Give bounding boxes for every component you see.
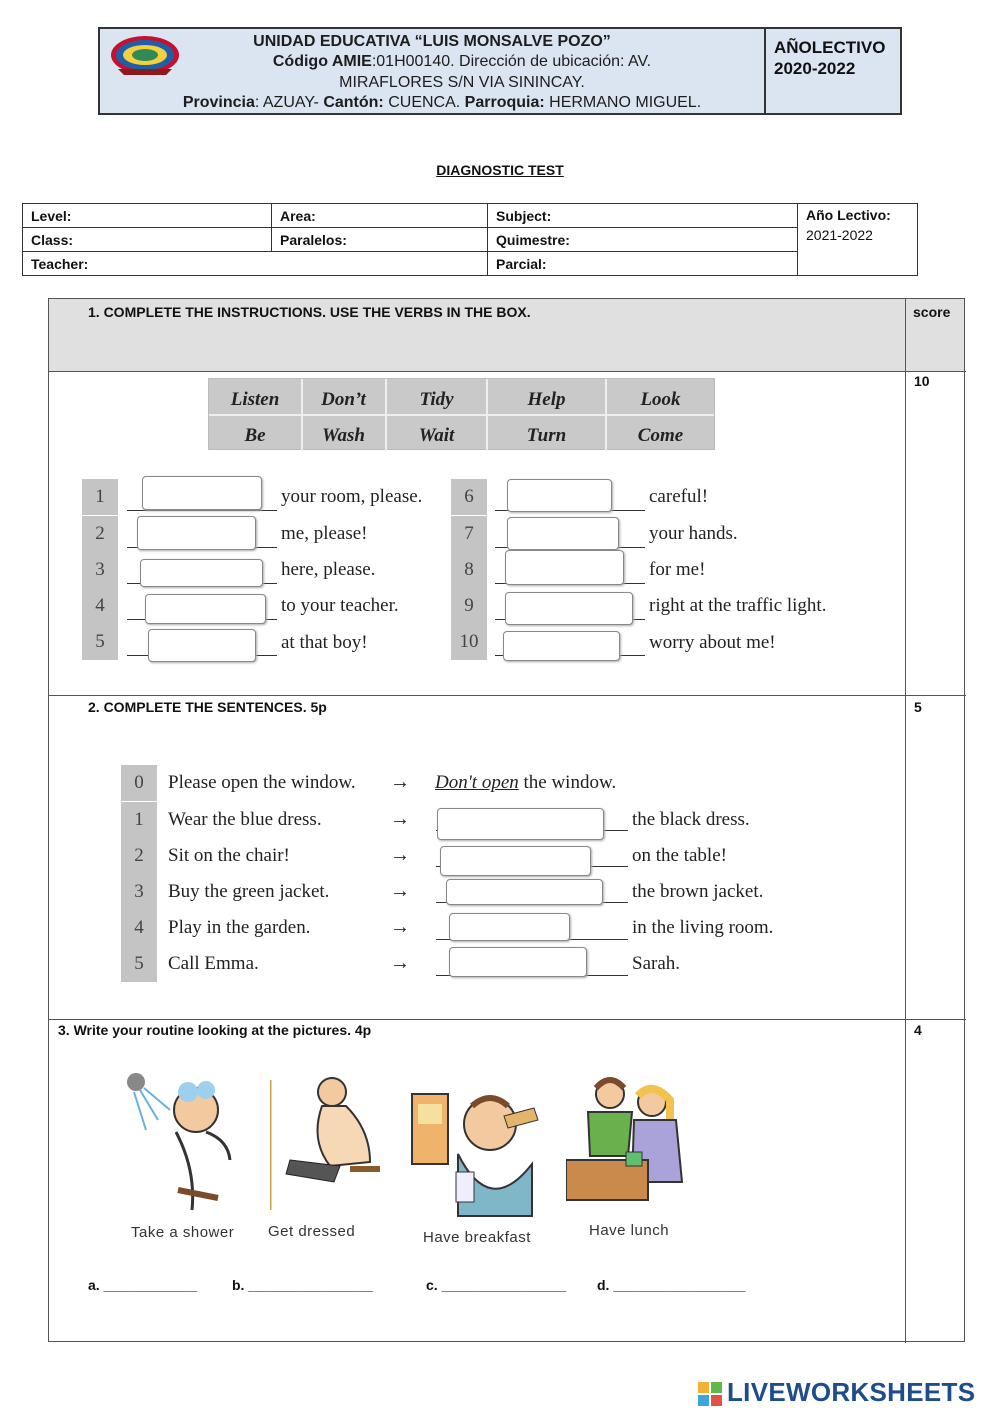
- q1-answer-input-4[interactable]: [145, 594, 266, 624]
- verb-wash: Wash: [322, 425, 365, 446]
- area-cell: Area:: [272, 204, 488, 228]
- q1-item-text: here, please.: [281, 559, 376, 580]
- q2-sentence: Sit on the chair!: [168, 845, 290, 866]
- q1-item-number: 7: [451, 516, 487, 552]
- arrow-icon: →: [390, 916, 410, 938]
- q1-item-number: 5: [82, 624, 118, 660]
- q2-title: 2. COMPLETE THE SENTENCES. 5p: [88, 699, 327, 715]
- q1-item-number: 1: [82, 479, 118, 515]
- q1-item-text: careful!: [649, 486, 709, 507]
- q1-answer-input-2[interactable]: [137, 516, 256, 550]
- q1-answer-input-5[interactable]: [148, 629, 256, 662]
- school-year-label: AÑOLECTIVO: [774, 38, 886, 57]
- q3-title: 3. Write your routine looking at the pictures. 4p: [58, 1022, 372, 1038]
- q1-item-number: 6: [451, 479, 487, 515]
- q2-item-number: 4: [121, 910, 157, 946]
- q2-rest: on the table!: [632, 845, 727, 866]
- q2-item-number: 3: [121, 874, 157, 910]
- arrow-icon: →: [390, 808, 410, 830]
- q2-item-number: 5: [121, 946, 157, 982]
- q1-item-text: your room, please.: [281, 486, 423, 507]
- verb-wait: Wait: [418, 425, 455, 446]
- get-dressed-picture-icon: [270, 1070, 390, 1215]
- q2-answer-input-5[interactable]: [449, 947, 587, 977]
- verb-be: Be: [244, 425, 266, 446]
- subject-cell: Subject:: [488, 204, 798, 228]
- q1-item-text: at that boy!: [281, 632, 368, 653]
- q1-item-number: 3: [82, 552, 118, 588]
- school-year-value: 2020-2022: [774, 59, 856, 78]
- teacher-cell: Teacher:: [23, 252, 488, 276]
- q1-item-text: to your teacher.: [281, 595, 399, 616]
- q1-answer-input-8[interactable]: [505, 550, 624, 585]
- row-divider: [49, 371, 966, 372]
- school-header: [98, 27, 902, 115]
- school-name: UNIDAD EDUCATIVA “LUIS MONSALVE POZO”: [253, 33, 611, 50]
- q2-score: 5: [914, 699, 922, 715]
- info-table: [22, 203, 918, 276]
- verb-look: Look: [640, 389, 681, 410]
- school-amie: [160, 52, 764, 72]
- q1-item-text: me, please!: [281, 523, 368, 544]
- q2-item-number: 1: [121, 802, 157, 838]
- school-address: MIRAFLORES S/N VIA SININCAY.: [339, 74, 585, 91]
- q2-sentence: Please open the window.: [168, 772, 356, 793]
- q1-item-text: for me!: [649, 559, 706, 580]
- anio-lectivo-label: Año Lectivo:: [806, 207, 891, 223]
- liveworksheets-brand[interactable]: [697, 1377, 997, 1411]
- routine-answer-a[interactable]: a. ____________: [88, 1277, 197, 1293]
- school-location: [120, 93, 764, 113]
- q1-answer-input-10[interactable]: [503, 631, 620, 661]
- q2-item-number: 2: [121, 838, 157, 874]
- school-year-box: [764, 29, 902, 113]
- q3-score: 4: [914, 1022, 922, 1038]
- q2-example-answer: Don't open: [435, 772, 519, 793]
- q1-item-number: 2: [82, 516, 118, 552]
- q2-rest: the brown jacket.: [632, 881, 764, 902]
- liveworksheets-logo-icon: [697, 1381, 723, 1407]
- q1-title: 1. COMPLETE THE INSTRUCTIONS. USE THE VERBS IN THE BOX.: [88, 304, 531, 320]
- row-divider: [49, 695, 966, 696]
- verb-dont: Don’t: [321, 389, 366, 410]
- q1-item-text: right at the traffic light.: [649, 595, 827, 616]
- arrow-icon: →: [390, 952, 410, 974]
- arrow-icon: →: [390, 844, 410, 866]
- arrow-icon: →: [390, 771, 410, 793]
- lunch-picture-icon: [566, 1072, 696, 1212]
- verb-tidy: Tidy: [419, 389, 454, 410]
- breakfast-picture-icon: [408, 1068, 548, 1218]
- q1-answer-input-9[interactable]: [505, 592, 633, 625]
- q2-sentence: Call Emma.: [168, 953, 259, 974]
- q2-sentence: Wear the blue dress.: [168, 809, 322, 830]
- shower-picture-icon: [118, 1070, 248, 1215]
- caption-have-lunch: Have lunch: [589, 1222, 670, 1239]
- q2-rest: in the living room.: [632, 917, 774, 938]
- score-header: score: [913, 304, 951, 320]
- q1-item-number: 10: [451, 624, 487, 660]
- q2-sentence: Buy the green jacket.: [168, 881, 330, 902]
- q1-item-number: 9: [451, 588, 487, 624]
- q2-answer-input-2[interactable]: [440, 846, 591, 876]
- provincia-value: : AZUAY-: [254, 94, 324, 111]
- q2-rest: the black dress.: [632, 809, 750, 830]
- verb-come: Come: [637, 425, 684, 446]
- q2-sentence: Play in the garden.: [168, 917, 311, 938]
- routine-answer-c[interactable]: c. ________________: [426, 1277, 567, 1293]
- verb-box: [208, 378, 715, 450]
- q1-item-number: 8: [451, 552, 487, 588]
- verb-help: Help: [527, 389, 566, 410]
- q2-example-rest: the window.: [523, 772, 617, 793]
- anio-lectivo-cell: [798, 204, 918, 276]
- q2-answer-input-1[interactable]: [437, 808, 604, 840]
- routine-answer-b[interactable]: b. ________________: [232, 1277, 373, 1293]
- routine-answer-d[interactable]: d. _________________: [597, 1277, 746, 1293]
- q1-answer-input-1[interactable]: [142, 476, 262, 510]
- paralelos-cell: Paralelos:: [272, 228, 488, 252]
- caption-take-shower: Take a shower: [131, 1224, 235, 1241]
- arrow-icon: →: [390, 880, 410, 902]
- q1-item-text: worry about me!: [649, 632, 776, 653]
- level-cell: Level:: [23, 204, 272, 228]
- parcial-cell: Parcial:: [488, 252, 798, 276]
- doc-title: DIAGNOSTIC TEST: [436, 162, 564, 178]
- q1-answer-input-7[interactable]: [507, 517, 619, 550]
- parroquia-label: Parroquia:: [464, 94, 545, 111]
- verb-turn: Turn: [526, 425, 567, 446]
- q1-answer-line: [127, 510, 277, 511]
- quimestre-cell: Quimestre:: [488, 228, 798, 252]
- amie-value: :01H00140. Dirección de ubicación: AV.: [371, 53, 652, 70]
- anio-lectivo-value: 2021-2022: [806, 227, 873, 243]
- amie-label: Código AMIE: [272, 53, 372, 70]
- q2-example: [435, 772, 616, 794]
- q2-answer-input-4[interactable]: [449, 913, 570, 941]
- q1-answer-input-6[interactable]: [507, 479, 612, 512]
- parroquia-value: HERMANO MIGUEL.: [544, 94, 702, 111]
- q2-answer-input-3[interactable]: [446, 879, 603, 905]
- q1-answer-input-3[interactable]: [140, 559, 263, 587]
- q1-item-text: your hands.: [649, 523, 738, 544]
- canton-value: CUENCA.: [383, 94, 465, 111]
- canton-label: Cantón:: [323, 94, 384, 111]
- provincia-label: Provincia: [182, 94, 255, 111]
- verb-listen: Listen: [230, 389, 280, 410]
- caption-have-breakfast: Have breakfast: [423, 1229, 531, 1246]
- score-column-divider: [905, 299, 906, 1343]
- verb-box-divider: [209, 414, 714, 416]
- row-divider: [49, 1019, 966, 1020]
- q2-item-number: 0: [121, 765, 157, 801]
- caption-get-dressed: Get dressed: [268, 1223, 356, 1240]
- q2-rest: Sarah.: [632, 953, 681, 974]
- q1-score: 10: [914, 373, 930, 389]
- q1-item-number: 4: [82, 588, 118, 624]
- class-cell: Class:: [23, 228, 272, 252]
- brand-text: LIVEWORKSHEETS: [727, 1377, 976, 1407]
